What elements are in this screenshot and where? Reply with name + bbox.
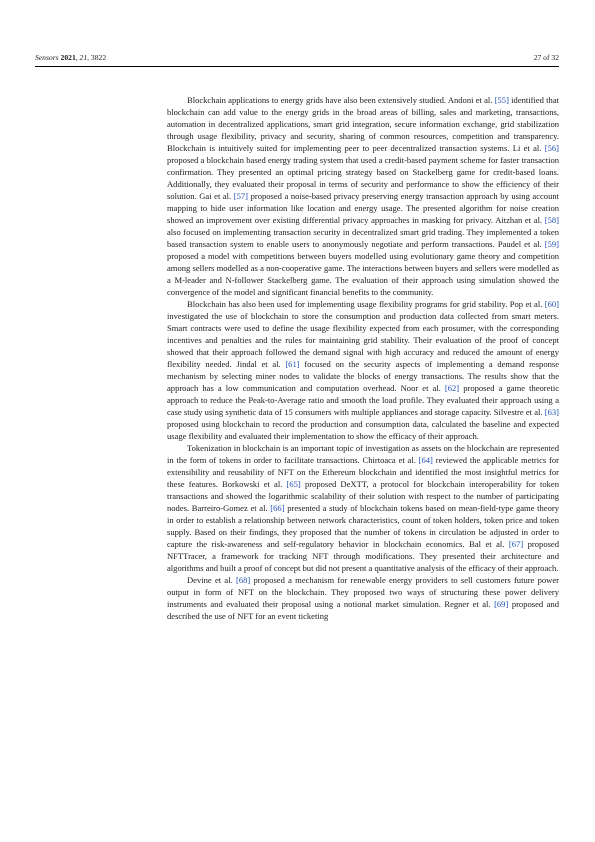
- paragraph: [167, 298, 559, 442]
- citation-link[interactable]: [60]: [544, 299, 559, 309]
- paragraph-text: also focused on implementing transaction security in decentralized smart grid trading. They implemented a token based transaction system to enable users to anonymously negotiate and perform transactions. Paudel et al.: [167, 227, 559, 249]
- paragraph-text: focused on the security aspects of implementing a demand response mechanism by selecting miner nodes to validate the blocks of energy transactions. The results show that the approach has a low communication and computation overhead. Noor et al.: [167, 359, 559, 393]
- paragraph-text: identified that blockchain can add value to the energy grids in the broad areas of billing, sales and marketing, transactions, automation in decentralized applications, smart grid integration, secure information exchange, grid stabilization through usage flexibility, privacy and security, sharing of common resources, competition and transparency. Blockchain is intuitively suited for implementing peer to peer decentralized transaction systems. Li et al.: [167, 95, 559, 153]
- citation-link[interactable]: [65]: [286, 479, 301, 489]
- citation-link[interactable]: [67]: [508, 539, 524, 549]
- paragraph: [167, 574, 559, 622]
- citation-link[interactable]: [56]: [544, 143, 559, 153]
- paragraph-text: proposed a mechanism for renewable energy providers to sell customers future power output in form of NFT on the blockchain. They proposed two ways of structuring these power delivery instruments and evaluated their proposal using a notional market simulation. Regner et al.: [167, 575, 559, 609]
- citation-link[interactable]: [57]: [233, 191, 249, 201]
- paragraph-text: proposed and described the use of NFT for an event ticketing: [167, 599, 559, 621]
- citation-link[interactable]: [62]: [444, 383, 460, 393]
- paragraph-text: proposed DeXTT, a protocol for blockchain interoperability for token transactions and showed the logarithmic scalability of their solution with respect to the number of participating nodes. Barreiro-Gomez et al.: [167, 479, 559, 513]
- page-number: 27 of 32: [533, 53, 559, 62]
- citation-link[interactable]: [59]: [544, 239, 559, 249]
- citation-link[interactable]: [68]: [235, 575, 251, 585]
- paragraph-text: proposed a noise-based privacy preserving energy transaction approach by using account mapping to hide user information like location and energy usage. The presented algorithm for noise creation showed an improvement over existing differential privacy approaches in masking for privacy. Aitzhan et al.: [167, 191, 559, 225]
- journal-citation: Sensors 2021, 21, 3822: [35, 53, 107, 62]
- paragraph: [167, 442, 559, 574]
- paragraph-text: presented a study of blockchain tokens based on mean-field-type game theory in order to establish a relationship between network characteristics, count of token holders, token price and token supply. Based on their findings, they proposed that the number of tokens in circulation be adjusted in order to capture the risk-awareness and self-regulatory behavior in blockchain economics. Bal et al.: [167, 503, 559, 549]
- paragraph-text: proposed a blockchain based energy trading system that used a credit-based payment scheme for faster transaction confirmation. They presented an optimal pricing strategy based on Stackelberg game for credit-based loans. Additionally, they evaluated their proposal in terms of security and performance to show the efficiency of their solution. Gai et al.: [167, 155, 559, 201]
- citation-link[interactable]: [61]: [285, 359, 300, 369]
- paragraph-text: proposed NFTTracer, a framework for tracking NFT through modifications. They presented their architecture and algorithms and built a proof of concept but did not present a quantitative analysis of the efficacy of their approach.: [167, 539, 559, 573]
- header-rule: [35, 66, 559, 67]
- running-header: [35, 51, 559, 65]
- paragraph-text: Tokenization in blockchain is an important topic of investigation as assets on the blockchain are represented in the form of tokens in order to facilitate transactions. Chirtoaca et al.: [167, 443, 559, 465]
- citation-link[interactable]: [66]: [270, 503, 285, 513]
- paragraph-text: proposed a game theoretic approach to reduce the Peak-to-Average ratio and smooth the load profile. They evaluated their approach using a case study using synthetic data of 15 consumers with multiple appliances and storage capacity. Silvestre et al.: [167, 383, 559, 417]
- paragraph-text: Devine et al.: [187, 575, 236, 585]
- journal-name: Sensors: [35, 53, 59, 62]
- citation-link[interactable]: [63]: [544, 407, 559, 417]
- paragraph-text: investigated the use of blockchain to store the consumption and production data collected from smart meters. Smart contracts were used to define the usage flexibility expected from each prosumer, with the corresponding incentives and penalties and the rules for maintaining grid stability. Their evaluation of the proof of concept showed that their approach followed the demand signal with high accuracy and reduced the amount of energy flexibility needed. Jindal et al.: [167, 311, 559, 369]
- paragraph-text: Blockchain applications to energy grids have also been extensively studied. Andoni et al.: [187, 95, 495, 105]
- citation-link[interactable]: [55]: [494, 95, 509, 105]
- paragraph-text: proposed using blockchain to record the production and consumption data, calculated the baseline and expected usage flexibility and evaluated their implementation to show the efficacy of their approach.: [167, 419, 559, 441]
- citation-link[interactable]: [69]: [494, 599, 509, 609]
- body-text: [167, 94, 559, 622]
- citation-link[interactable]: [64]: [418, 455, 433, 465]
- paragraph: [167, 94, 559, 298]
- journal-article: , 3822: [87, 53, 107, 62]
- paragraph-text: Blockchain has also been used for implementing usage flexibility programs for grid stability. Pop et al.: [187, 299, 545, 309]
- journal-year: 2021: [60, 53, 76, 62]
- paragraph-text: reviewed the applicable metrics for extensibility and reusability of NFT on the Ethereum blockchain and identified the most insightful metrics for these features. Borkowski et al.: [167, 455, 559, 489]
- citation-link[interactable]: [58]: [544, 215, 559, 225]
- paragraph-text: proposed a model with competitions between buyers modelled using evolutionary game theory and competition among sellers modelled as a non-cooperative game. The interactions between buyers and sellers were modelled as a M-leader and N-follower Stackelberg game. The evaluation of their approach using simulation showed the convergence of the model and significant financial benefits to the community.: [167, 251, 559, 297]
- journal-volume: 21: [79, 53, 88, 62]
